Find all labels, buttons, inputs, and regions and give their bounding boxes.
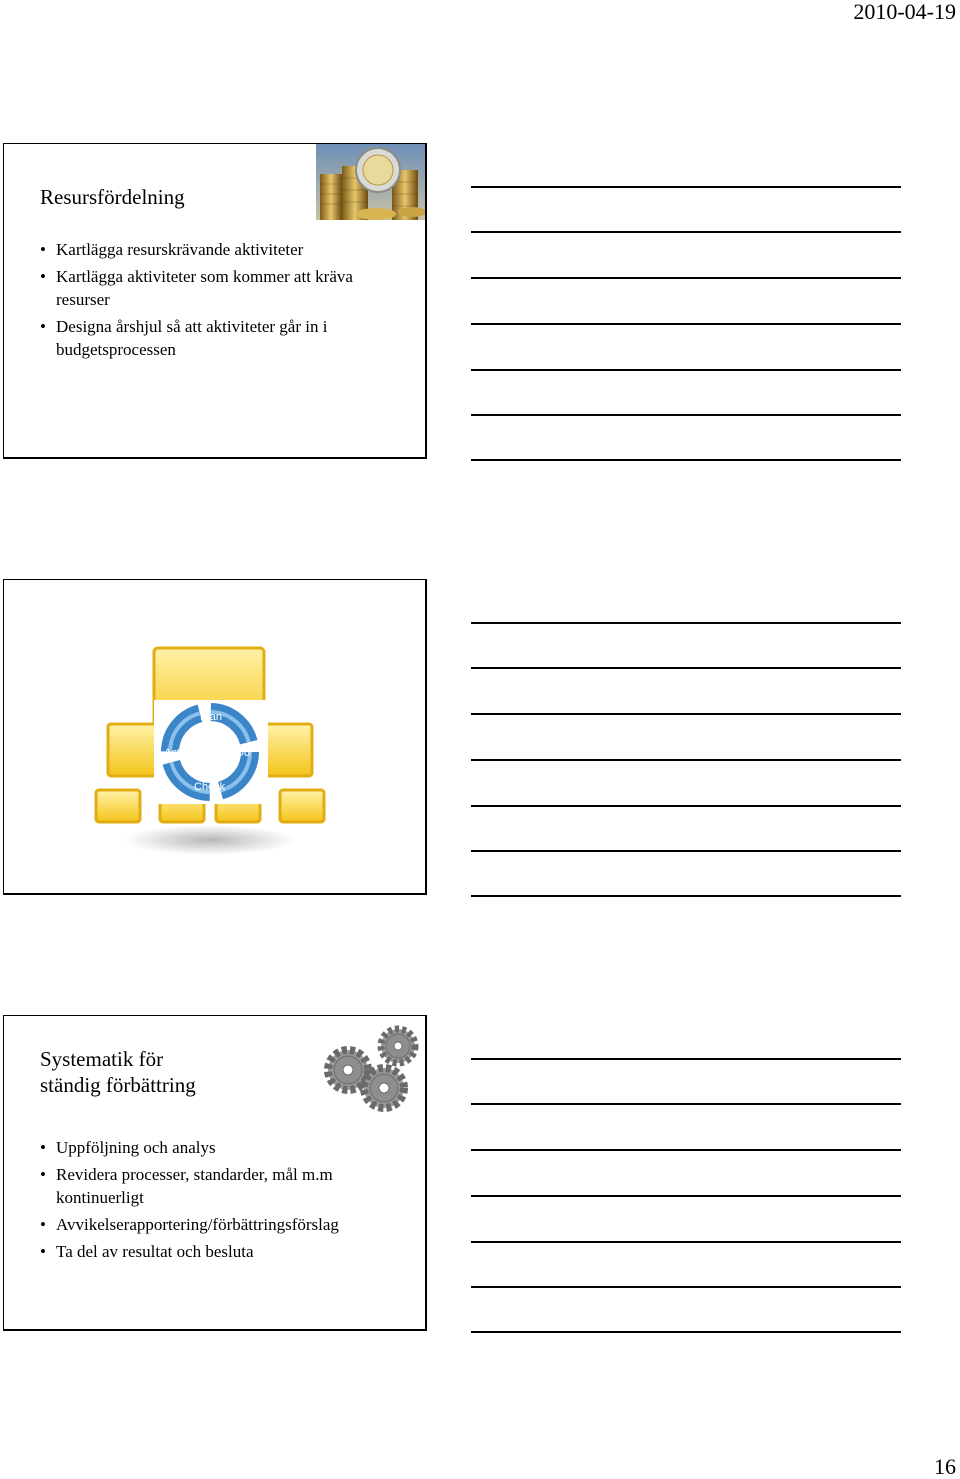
slide-title-line: ständig förbättring (40, 1073, 196, 1097)
list-item: • Ta del av resultat och besluta (40, 1240, 386, 1263)
note-line (471, 1286, 901, 1288)
note-line (471, 323, 901, 325)
coins-image (316, 144, 427, 220)
list-item: • Uppföljning och analys (40, 1136, 386, 1159)
note-line (471, 459, 901, 461)
cycle-label-check: Check (194, 781, 226, 793)
slide-pdca (3, 579, 427, 895)
note-line (471, 713, 901, 715)
slide-systematik (3, 1015, 427, 1331)
note-line (471, 277, 901, 279)
pdca-cycle-image (88, 644, 328, 860)
page-number: 16 (934, 1454, 956, 1479)
bullet-list (40, 1136, 386, 1267)
list-item: • Avvikelserapportering/förbättringsförslag (40, 1213, 386, 1236)
note-line (471, 667, 901, 669)
slide-title (40, 1046, 196, 1098)
slide-resursfordelning (3, 143, 427, 459)
gears-image (322, 1024, 424, 1114)
cycle-label-act: Act (164, 747, 180, 759)
cycle-label-do: Do (236, 747, 251, 759)
note-line (471, 1149, 901, 1151)
note-line (471, 895, 901, 897)
list-item: • Kartlägga resurskrävande aktiviteter (40, 238, 396, 261)
slide-title-line: Systematik för (40, 1047, 164, 1071)
note-line (471, 850, 901, 852)
bullet-list (40, 238, 396, 365)
note-line (471, 1331, 901, 1333)
note-line (471, 759, 901, 761)
note-line (471, 1195, 901, 1197)
print-date: 2010-04-19 (853, 0, 956, 24)
slide-title: Resursfördelning (40, 185, 185, 209)
cycle-label-plan: Plan (200, 711, 223, 723)
note-line (471, 369, 901, 371)
list-item: • Designa årshjul så att aktiviteter går in i budgetsprocessen (40, 315, 376, 361)
note-line (471, 805, 901, 807)
list-item: • Kartlägga aktiviteter som kommer att kräva resurser (40, 265, 396, 311)
note-line (471, 1103, 901, 1105)
note-line (471, 414, 901, 416)
list-item: • Revidera processer, standarder, mål m.m kontinuerligt (40, 1163, 386, 1209)
note-line (471, 1058, 901, 1060)
note-line (471, 231, 901, 233)
note-line (471, 186, 901, 188)
note-line (471, 1241, 901, 1243)
note-line (471, 622, 901, 624)
